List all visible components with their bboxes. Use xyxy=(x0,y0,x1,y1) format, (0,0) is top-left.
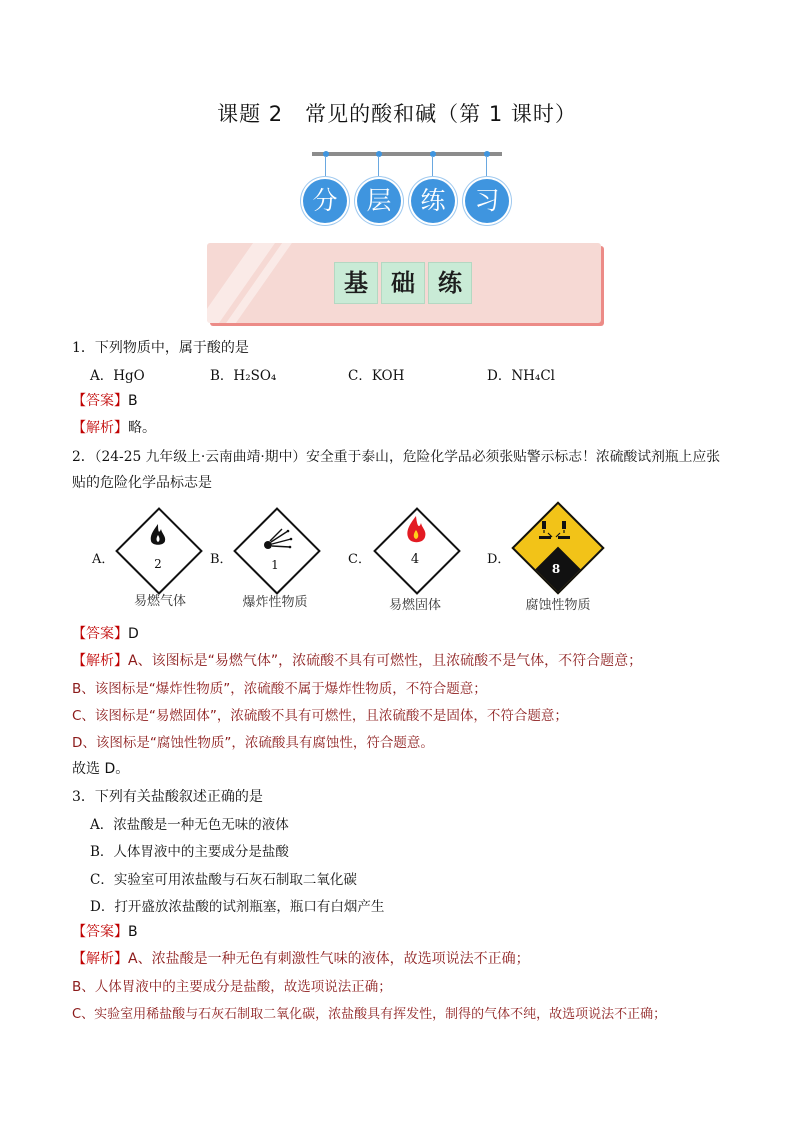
answer-value: D xyxy=(128,626,139,642)
q3-stem: 3．下列有关盐酸叙述正确的是 xyxy=(72,789,263,805)
sign-number-c: 4 xyxy=(410,552,420,567)
q2-letter-b: B． xyxy=(210,552,233,567)
sign-caption-b: 爆炸性物质 xyxy=(242,595,308,610)
q1-stem: 1．下列物质中，属于酸的是 xyxy=(72,340,249,356)
explosion-icon xyxy=(258,527,294,555)
q1-option-c: C．KOH xyxy=(348,368,405,384)
answer-tag: 【答案】 xyxy=(72,924,128,940)
analysis-tag: 【解析】 xyxy=(72,951,128,967)
q1-analysis xyxy=(72,417,156,437)
section-tile-ji: 基 xyxy=(334,262,378,304)
sign-caption-c: 易燃固体 xyxy=(388,598,441,613)
sign-caption-a: 易燃气体 xyxy=(133,594,186,609)
q1-option-d: D．NH₄Cl xyxy=(487,368,555,384)
analysis-tag: 【解析】 xyxy=(72,653,128,669)
q3-option-c: C．实验室可用浓盐酸与石灰石制取二氧化碳 xyxy=(90,872,357,888)
flame-icon xyxy=(144,520,172,550)
badge-lian: 练 xyxy=(411,179,455,223)
q3-analysis-line3: C、实验室用稀盐酸与石灰石制取二氧化碳，浓盐酸具有挥发性，制得的气体不纯，故选项说法不正确； xyxy=(72,1007,667,1022)
analysis-tag: 【解析】 xyxy=(72,420,128,436)
q2-letter-c: C． xyxy=(348,552,371,567)
decor-rail xyxy=(312,152,502,156)
q1-option-a: A．HgO xyxy=(90,368,145,384)
q3-analysis-line1 xyxy=(72,948,530,968)
q2-analysis-line4: D、该图标是“腐蚀性物质”，浓硫酸具有腐蚀性，符合题意。 xyxy=(72,735,434,751)
q2-analysis-line3: C、该图标是“易燃固体”，浓硫酸不具有可燃性，且浓硫酸不是固体，不符合题意； xyxy=(72,708,568,724)
answer-value: B xyxy=(128,924,138,940)
q1-option-b: B．H₂SO₄ xyxy=(210,368,277,384)
sign-number-b: 1 xyxy=(271,558,279,572)
corrosion-icon xyxy=(536,517,576,541)
sign-number-a: 2 xyxy=(154,557,162,571)
analysis-text: A、浓盐酸是一种无色有刺激性气味的液体，故选项说法不正确； xyxy=(128,951,530,967)
sign-number-d: 8 xyxy=(551,562,561,576)
page-title: 课题 2 常见的酸和碱（第 1 课时） xyxy=(217,102,577,126)
q1-answer xyxy=(72,390,138,410)
q3-option-d: D．打开盛放浓盐酸的试剂瓶塞，瓶口有白烟产生 xyxy=(90,899,385,915)
q2-letter-d: D． xyxy=(487,552,511,567)
badge-xi: 习 xyxy=(465,179,509,223)
badge-fen: 分 xyxy=(303,179,347,223)
q2-answer xyxy=(72,623,139,643)
q3-answer xyxy=(72,921,138,941)
q3-option-b: B．人体胃液中的主要成分是盐酸 xyxy=(90,844,289,860)
q2-letter-a: A． xyxy=(92,552,115,567)
badge-ceng: 层 xyxy=(357,179,401,223)
q2-stem-line1: 2．（24-25 九年级上·云南曲靖·期中）安全重于泰山，危险化学品必须张贴警示标志！浓硫酸试剂瓶上应张 xyxy=(72,449,721,465)
analysis-text: 略。 xyxy=(128,420,156,436)
q3-analysis-line2: B、人体胃液中的主要成分是盐酸，故选项说法正确； xyxy=(72,979,392,995)
section-tile-lian: 练 xyxy=(428,262,472,304)
q2-conclusion: 故选 D。 xyxy=(72,761,130,777)
red-flame-icon xyxy=(401,513,431,547)
answer-value: B xyxy=(128,393,138,409)
q2-stem-line2: 贴的危险化学品标志是 xyxy=(72,475,212,491)
q2-analysis-line1 xyxy=(72,650,642,670)
corrosive-sign xyxy=(511,501,604,594)
q3-option-a: A．浓盐酸是一种无色无味的液体 xyxy=(90,817,289,833)
section-tile-chu: 础 xyxy=(381,262,425,304)
analysis-text: A、该图标是“易燃气体”，浓硫酸不具有可燃性，且浓硫酸不是气体，不符合题意； xyxy=(128,653,643,669)
sign-caption-d: 腐蚀性物质 xyxy=(525,598,591,613)
answer-tag: 【答案】 xyxy=(72,393,128,409)
q2-analysis-line2: B、该图标是“爆炸性物质”，浓硫酸不属于爆炸性物质，不符合题意； xyxy=(72,681,487,697)
answer-tag: 【答案】 xyxy=(72,626,128,642)
